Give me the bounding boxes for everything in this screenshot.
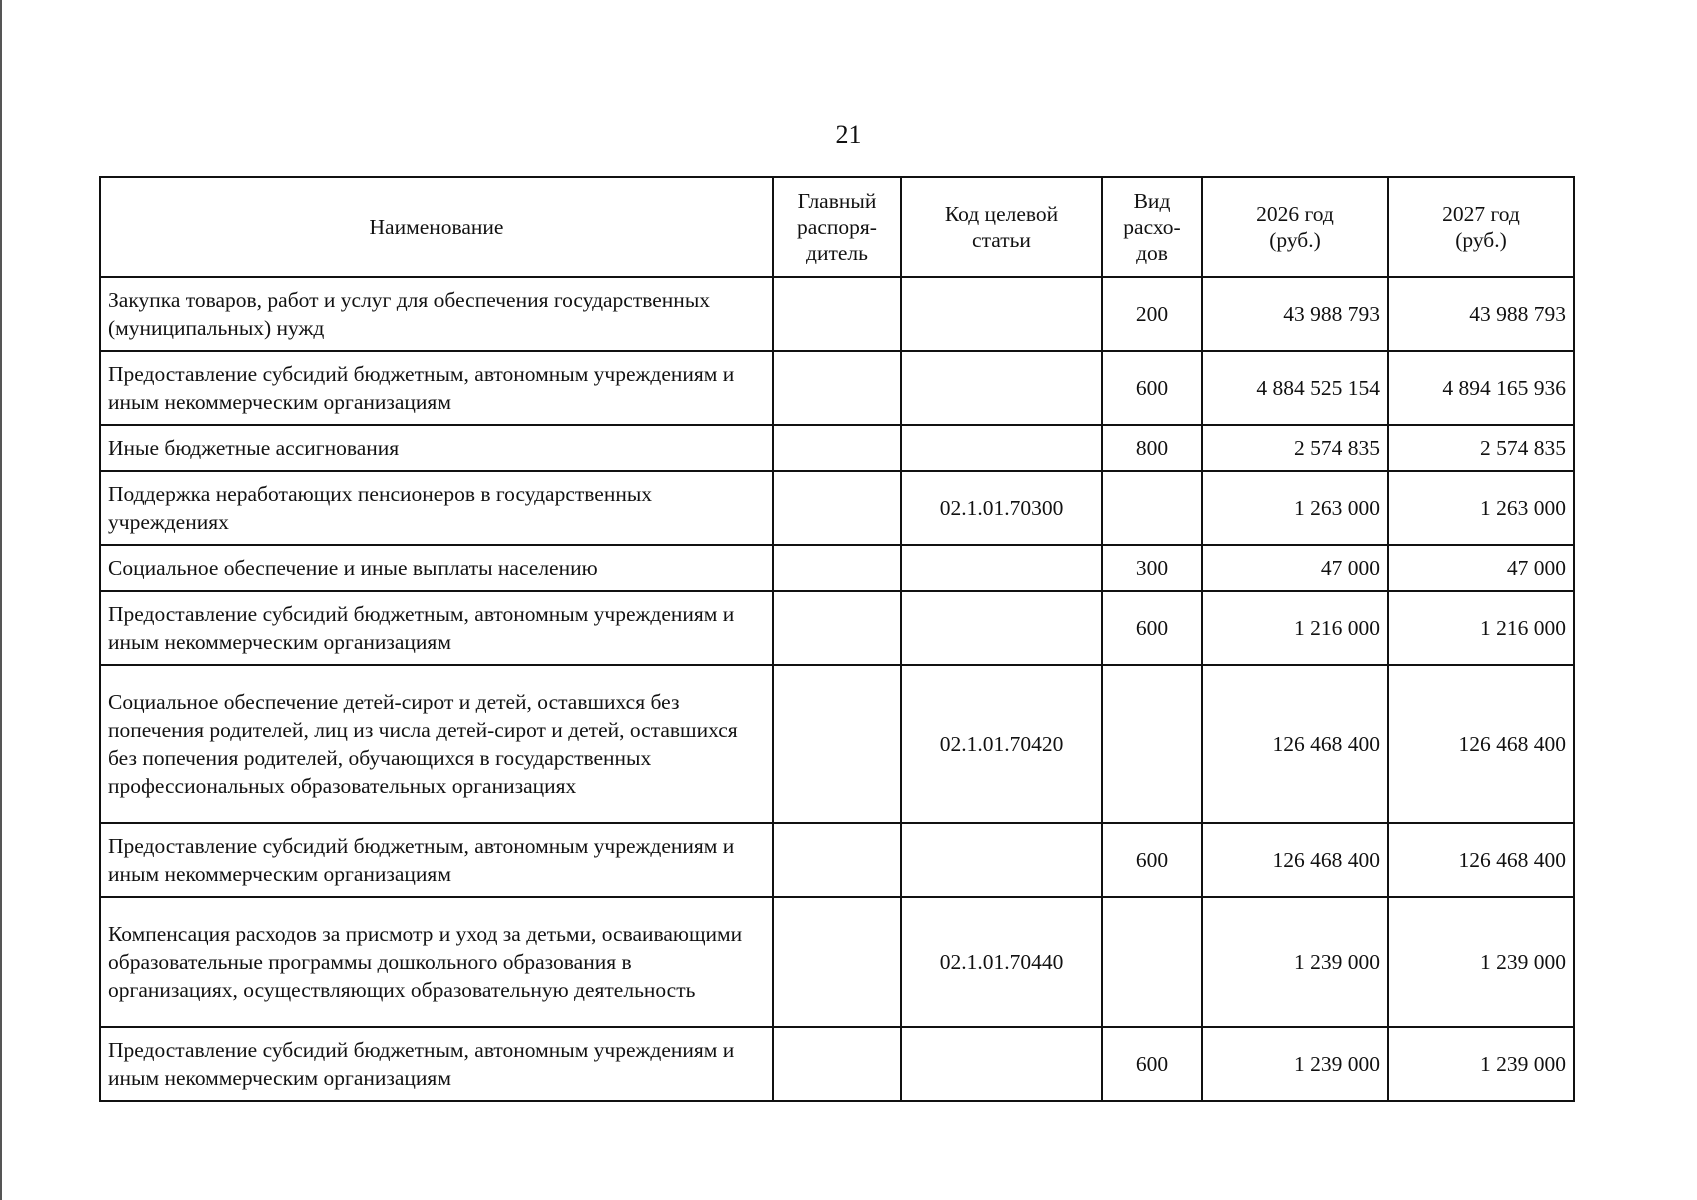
cell-year-2026: 2 574 835 <box>1202 425 1388 471</box>
cell-target-code: 02.1.01.70420 <box>901 665 1102 823</box>
cell-expense-type: 300 <box>1102 545 1202 591</box>
table-header-row <box>100 177 1574 277</box>
cell-year-2026: 1 263 000 <box>1202 471 1388 545</box>
table-row <box>100 351 1574 425</box>
cell-expense-type <box>1102 471 1202 545</box>
cell-target-code <box>901 823 1102 897</box>
cell-expense-type: 600 <box>1102 1027 1202 1101</box>
cell-name: Предоставление субсидий бюджетным, автономным учреждениям и иным некоммерческим организациям <box>100 351 773 425</box>
cell-year-2027: 1 239 000 <box>1388 1027 1574 1101</box>
header-expense-type-text: Вид расхо-дов <box>1123 189 1181 265</box>
header-name: Наименование <box>100 177 773 277</box>
cell-expense-type: 600 <box>1102 823 1202 897</box>
page-left-edge <box>0 0 2 1200</box>
cell-main-manager <box>773 665 901 823</box>
cell-year-2027: 43 988 793 <box>1388 277 1574 351</box>
cell-target-code <box>901 1027 1102 1101</box>
cell-name: Социальное обеспечение и иные выплаты населению <box>100 545 773 591</box>
cell-main-manager <box>773 471 901 545</box>
cell-year-2027: 47 000 <box>1388 545 1574 591</box>
header-target-code <box>901 177 1102 277</box>
table-row <box>100 545 1574 591</box>
table-row <box>100 1027 1574 1101</box>
budget-table <box>99 176 1575 1102</box>
cell-name: Компенсация расходов за присмотр и уход за детьми, осваивающими образовательные программы дошкольного образования в организациях, осуществляющих образовательную деятельность <box>100 897 773 1027</box>
header-target-code-text: Код целевой статьи <box>944 202 1059 252</box>
cell-target-code <box>901 591 1102 665</box>
cell-year-2027: 1 239 000 <box>1388 897 1574 1027</box>
cell-year-2027: 4 894 165 936 <box>1388 351 1574 425</box>
header-main-manager-text: Главный распоря-дитель <box>797 189 877 265</box>
cell-target-code <box>901 545 1102 591</box>
table-row <box>100 823 1574 897</box>
cell-year-2027: 126 468 400 <box>1388 665 1574 823</box>
cell-name: Закупка товаров, работ и услуг для обеспечения государственных (муниципальных) нужд <box>100 277 773 351</box>
cell-expense-type <box>1102 665 1202 823</box>
cell-expense-type: 200 <box>1102 277 1202 351</box>
cell-expense-type: 800 <box>1102 425 1202 471</box>
table-row <box>100 425 1574 471</box>
cell-name: Предоставление субсидий бюджетным, автономным учреждениям и иным некоммерческим организациям <box>100 823 773 897</box>
cell-year-2026: 4 884 525 154 <box>1202 351 1388 425</box>
table-row <box>100 277 1574 351</box>
cell-year-2026: 43 988 793 <box>1202 277 1388 351</box>
cell-year-2027: 1 216 000 <box>1388 591 1574 665</box>
table-row <box>100 897 1574 1027</box>
cell-expense-type: 600 <box>1102 591 1202 665</box>
table-row <box>100 665 1574 823</box>
cell-main-manager <box>773 823 901 897</box>
cell-year-2026: 47 000 <box>1202 545 1388 591</box>
cell-year-2027: 126 468 400 <box>1388 823 1574 897</box>
cell-name: Иные бюджетные ассигнования <box>100 425 773 471</box>
cell-name: Предоставление субсидий бюджетным, автономным учреждениям и иным некоммерческим организациям <box>100 591 773 665</box>
cell-main-manager <box>773 425 901 471</box>
table-row <box>100 591 1574 665</box>
cell-year-2026: 126 468 400 <box>1202 823 1388 897</box>
cell-target-code <box>901 351 1102 425</box>
cell-expense-type: 600 <box>1102 351 1202 425</box>
header-year-2027-text: 2027 год (руб.) <box>1442 202 1520 252</box>
cell-year-2027: 2 574 835 <box>1388 425 1574 471</box>
cell-main-manager <box>773 277 901 351</box>
table-row <box>100 471 1574 545</box>
cell-target-code <box>901 425 1102 471</box>
cell-main-manager <box>773 351 901 425</box>
cell-year-2027: 1 263 000 <box>1388 471 1574 545</box>
cell-main-manager <box>773 897 901 1027</box>
cell-target-code: 02.1.01.70300 <box>901 471 1102 545</box>
cell-year-2026: 1 216 000 <box>1202 591 1388 665</box>
cell-target-code: 02.1.01.70440 <box>901 897 1102 1027</box>
header-year-2026 <box>1202 177 1388 277</box>
cell-name: Социальное обеспечение детей-сирот и детей, оставшихся без попечения родителей, лиц из числа детей-сирот и детей, оставшихся без попечения родителей, обучающихся в государственных профессиональных образовательных организациях <box>100 665 773 823</box>
cell-target-code <box>901 277 1102 351</box>
cell-name: Предоставление субсидий бюджетным, автономным учреждениям и иным некоммерческим организациям <box>100 1027 773 1101</box>
header-main-manager <box>773 177 901 277</box>
cell-year-2026: 1 239 000 <box>1202 897 1388 1027</box>
cell-year-2026: 1 239 000 <box>1202 1027 1388 1101</box>
header-expense-type <box>1102 177 1202 277</box>
page-number: 21 <box>835 120 862 149</box>
header-year-2027 <box>1388 177 1574 277</box>
cell-main-manager <box>773 1027 901 1101</box>
cell-main-manager <box>773 545 901 591</box>
header-year-2026-text: 2026 год (руб.) <box>1256 202 1334 252</box>
cell-name: Поддержка неработающих пенсионеров в государственных учреждениях <box>100 471 773 545</box>
cell-expense-type <box>1102 897 1202 1027</box>
cell-main-manager <box>773 591 901 665</box>
cell-year-2026: 126 468 400 <box>1202 665 1388 823</box>
